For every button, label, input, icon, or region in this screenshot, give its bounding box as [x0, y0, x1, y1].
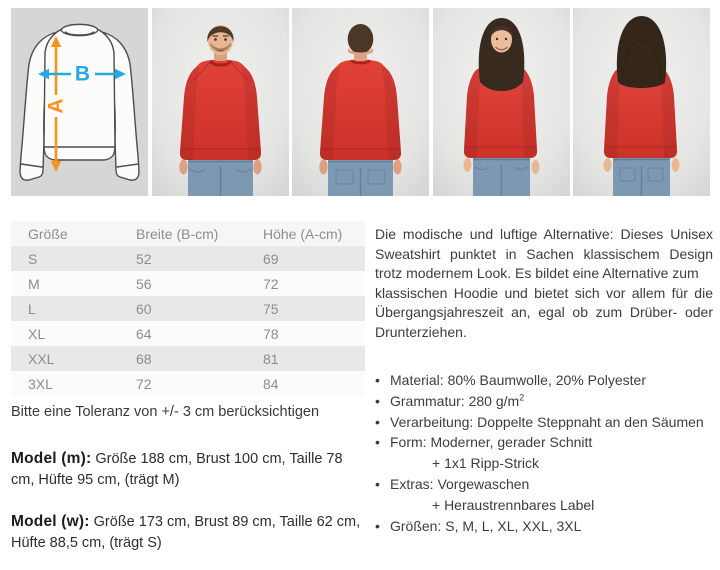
width-value: 56 [136, 275, 152, 292]
model-w-text: Größe 173 cm, Brust 89 cm, Taille 62 cm, Hüfte 88,5 cm, (trägt S) [11, 514, 361, 551]
width-value: 60 [136, 300, 152, 317]
height-value: 72 [263, 275, 279, 292]
height-value: 69 [263, 250, 279, 267]
size-chart-table [11, 221, 365, 396]
measure-b-label: B [74, 62, 91, 86]
size-label: XL [28, 325, 46, 342]
col-header-groesse: Größe [28, 225, 68, 242]
height-value: 84 [263, 375, 279, 392]
width-value: 68 [136, 350, 152, 367]
feature-text: Grammatur: 280 $g/m^2$ [390, 392, 525, 409]
size-label: S [28, 250, 38, 267]
product-description [375, 225, 713, 536]
tolerance-note: Bitte eine Toleranz von +/- 3 cm berücksichtigen [11, 404, 320, 420]
width-value: 72 [136, 375, 152, 392]
feature-text: Extras: Vorgewaschen [390, 475, 530, 492]
photo-male-front [152, 8, 289, 196]
feature-extras-sub: + Heraustrennbares Label [432, 496, 595, 513]
feature-form-sub: + 1x1 Ripp-Strick [432, 455, 539, 472]
feature-material [375, 370, 713, 391]
feature-groessen [375, 516, 713, 537]
height-value: 78 [263, 325, 279, 342]
bullet-icon: • [375, 372, 380, 388]
model-w-info [11, 512, 367, 553]
feature-form [375, 432, 713, 453]
size-diagram-image [11, 8, 148, 196]
measure-a-label: A [44, 98, 68, 114]
bullet-icon: • [375, 475, 380, 492]
bullet-icon: • [375, 392, 380, 409]
model-m-label: Model (m): [11, 450, 92, 467]
table-row-xxl [11, 346, 365, 371]
description-paragraph-1: Die modische und luftige Alternative: Dieses Unisex Sweatshirt punktet in Sachen klassischem Design trotz modernem Look. Es bildet eine Alternative zum [375, 226, 713, 281]
feature-list [375, 370, 713, 536]
feature-text: Verarbeitung: Doppelte Steppnaht an den Säumen [390, 413, 704, 430]
col-header-hoehe: Höhe (A-cm) [263, 225, 343, 242]
male-back-photo [292, 8, 429, 196]
superscript-2: 2 [519, 392, 525, 403]
size-label: XXL [28, 350, 55, 367]
height-value: 75 [263, 300, 279, 317]
feature-text: Material: 80% Baumwolle, 20% Polyester [390, 372, 647, 388]
feature-grammatur [375, 391, 713, 412]
model-m-info [11, 449, 367, 490]
size-label: 3XL [28, 375, 53, 392]
size-label: M [28, 275, 40, 292]
sweatshirt-measure-diagram [11, 8, 148, 196]
male-front-photo [152, 8, 289, 196]
product-image-strip [11, 8, 710, 196]
col-header-breite: Breite (B-cm) [136, 225, 219, 242]
table-row-s [11, 246, 365, 271]
bullet-icon: • [375, 434, 380, 451]
female-back-photo [573, 8, 710, 196]
model-m-text: Größe 188 cm, Brust 100 cm, Taille 78 cm, Hüfte 95 cm, (trägt M) [11, 451, 343, 488]
photo-female-front [433, 8, 570, 196]
table-row-m [11, 271, 365, 296]
width-value: 52 [136, 250, 152, 267]
size-chart-header-row [11, 221, 365, 246]
female-front-photo [433, 8, 570, 196]
photo-male-back [292, 8, 429, 196]
size-label: L [28, 300, 36, 317]
feature-verarbeitung [375, 412, 713, 433]
feature-text: Form: Moderner, gerader Schnitt [390, 434, 593, 451]
feature-text: Größen: S, M, L, XL, XXL, 3XL [390, 517, 582, 534]
bullet-icon: • [375, 517, 380, 534]
bullet-icon: • [375, 413, 380, 430]
height-value: 81 [263, 350, 279, 367]
table-row-l [11, 296, 365, 321]
feature-extras [375, 474, 713, 495]
photo-female-back [573, 8, 710, 196]
table-row-3xl [11, 371, 365, 396]
width-value: 64 [136, 325, 152, 342]
description-paragraph-2: klassischen Hoodie und bietet sich vor allem für die Übergangsjahreszeit an, egal ob zum Drüber- oder Drunterziehen. [375, 284, 713, 340]
model-w-label: Model (w): [11, 513, 90, 530]
table-row-xl [11, 321, 365, 346]
